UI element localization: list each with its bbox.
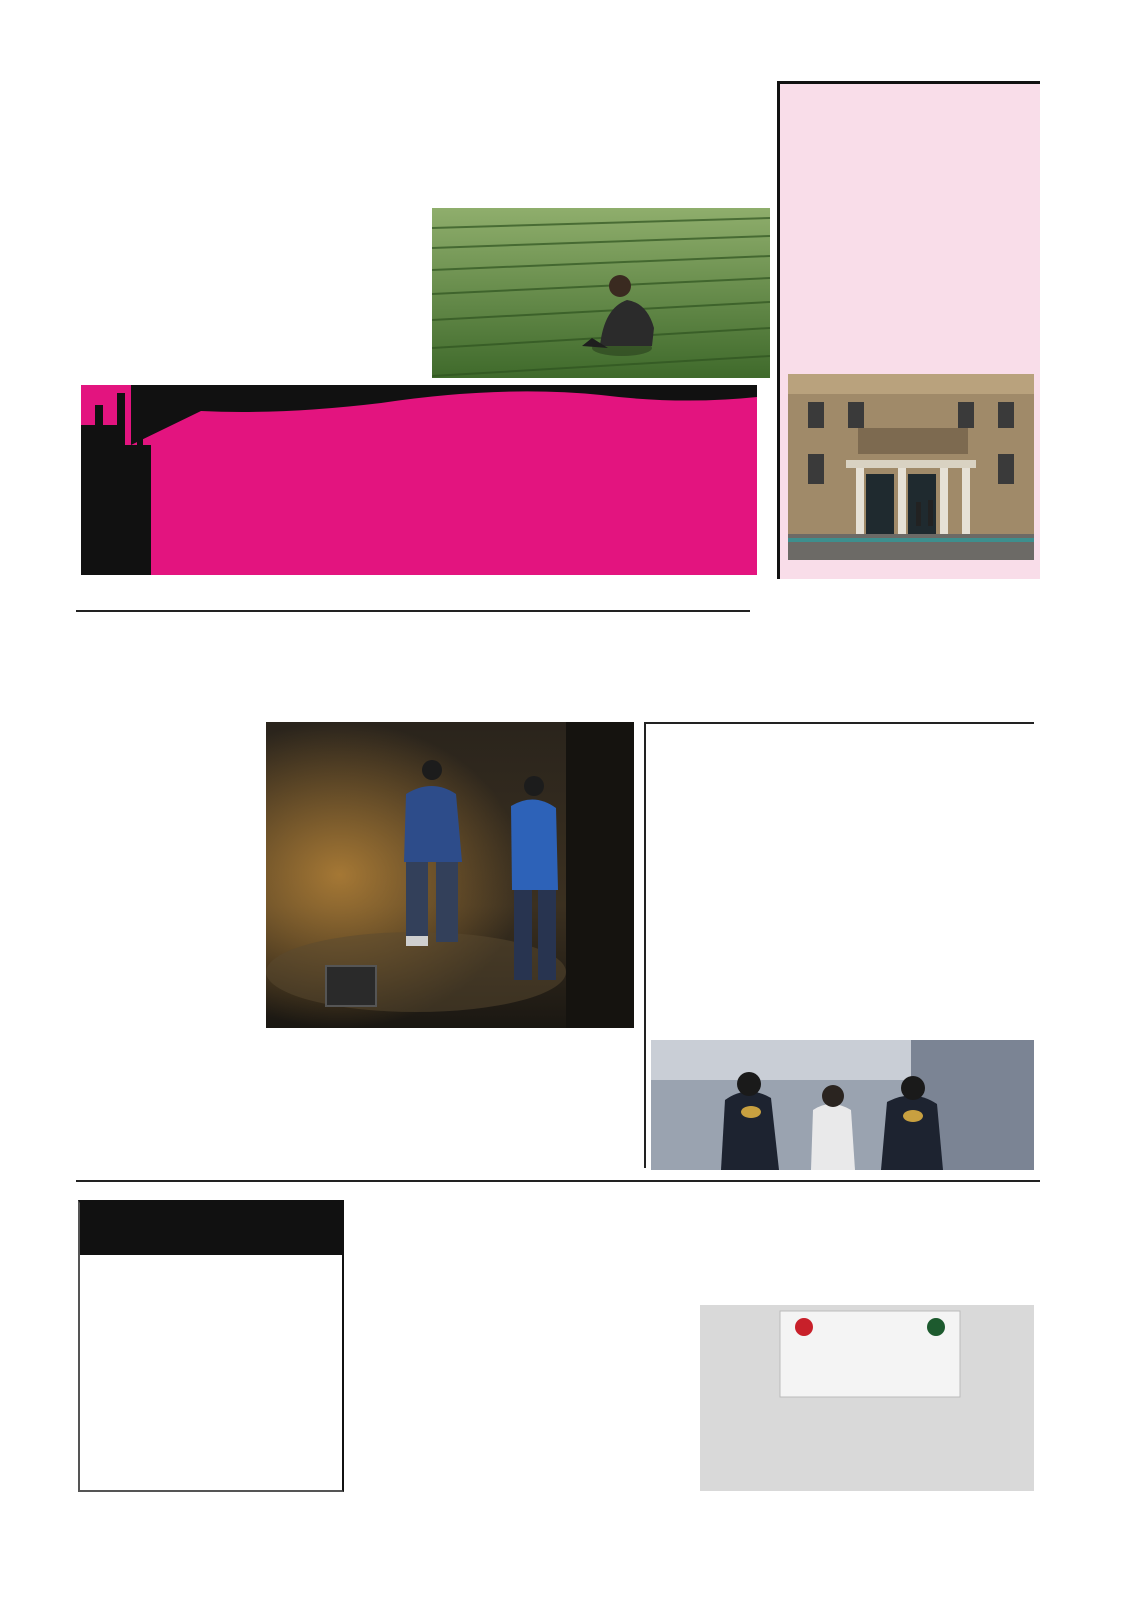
field-photo: [432, 208, 770, 378]
gundem-banner: [80, 1203, 342, 1255]
jandarma-photo: [651, 1040, 1034, 1170]
field-photo-svg: [432, 208, 770, 378]
kuyumcu-top-rule: [646, 722, 1034, 724]
masthead: [81, 385, 757, 575]
flood-photo: [266, 722, 634, 1028]
sel-column-1: [76, 716, 252, 732]
kacak-photo: [700, 1305, 1034, 1491]
section-rule: [76, 1180, 1040, 1182]
kacak-photo-svg: [700, 1305, 1034, 1491]
jandarma-photo-svg: [651, 1040, 1034, 1170]
flood-photo-svg: [266, 722, 634, 1028]
masthead-shapes: [81, 385, 757, 575]
kuyumcu-left-rule: [644, 722, 646, 1168]
valilik-photo: [788, 374, 1034, 560]
issue-info: [152, 582, 235, 601]
valilik-photo-svg: [788, 374, 1034, 560]
masthead-rule: [76, 610, 750, 612]
